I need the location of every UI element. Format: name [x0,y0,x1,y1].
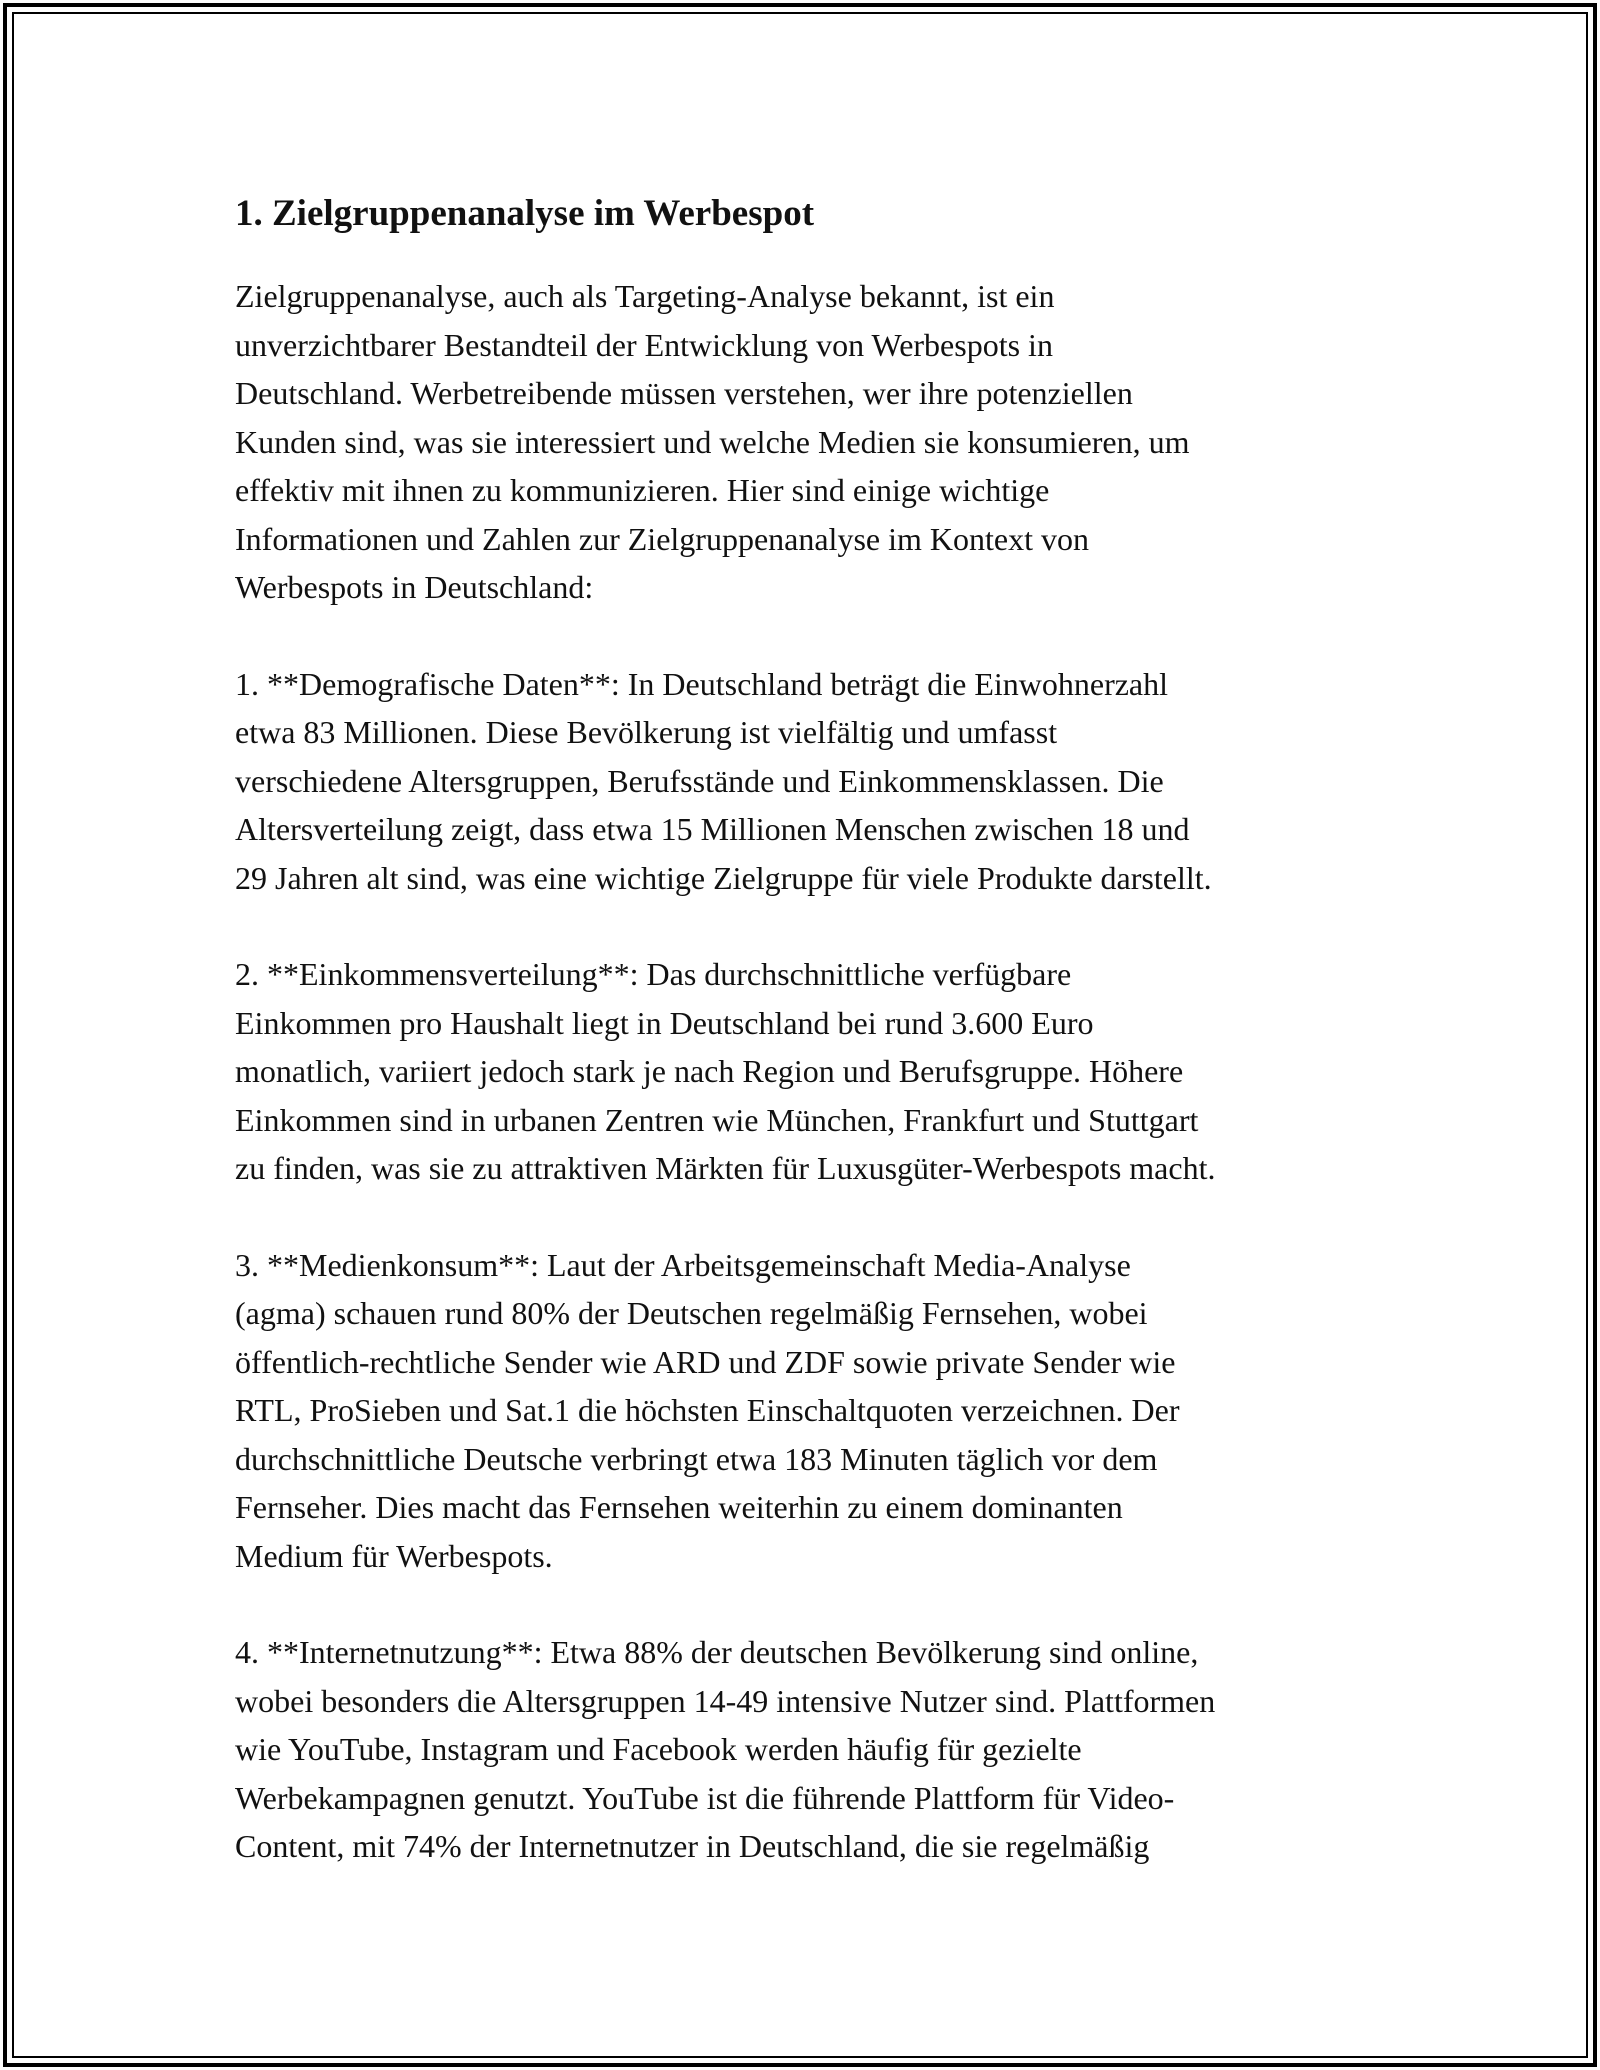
text-line: Altersverteilung zeigt, dass etwa 15 Millionen Menschen zwischen 18 und [235,811,1190,847]
document-body [235,186,1385,1919]
text-line: unverzichtbarer Bestandteil der Entwicklung von Werbespots in [235,326,1053,363]
text-line: monatlich, variiert jedoch stark je nach Region und Berufsgruppe. Höhere [235,1053,1184,1089]
text-line: durchschnittliche Deutsche verbringt etwa 183 Minuten täglich vor dem [235,1440,1158,1477]
text-line: 3. **Medienkonsum**: Laut der Arbeitsgemeinschaft Media-Analyse [235,1246,1131,1283]
text-line: (agma) schauen rund 80% der Deutschen regelmäßig Fernsehen, wobei [235,1295,1148,1331]
text-line: Werbespots in Deutschland: [235,569,594,605]
text-line: Einkommen sind in urbanen Zentren wie München, Frankfurt und Stuttgart [235,1101,1199,1138]
text-line: Informationen und Zahlen zur Zielgruppenanalyse im Kontext von [235,520,1089,557]
text-line: 29 Jahren alt sind, was eine wichtige Zielgruppe für viele Produkte darstellt. [235,859,1212,896]
intro-paragraph [235,272,1385,612]
text-line: Kunden sind, was sie interessiert und welche Medien sie konsumieren, um [235,423,1190,460]
text-line: RTL, ProSieben und Sat.1 die höchsten Einschaltquoten verzeichnen. Der [235,1392,1180,1428]
text-line: effektiv mit ihnen zu kommunizieren. Hier sind einige wichtige [235,472,1050,508]
text-line: Zielgruppenanalyse, auch als Targeting-Analyse bekannt, ist ein [235,278,1055,314]
text-line: Content, mit 74% der Internetnutzer in Deutschland, die sie regelmäßig [235,1828,1150,1864]
text-line: Medium für Werbespots. [235,1537,553,1574]
text-line: Deutschland. Werbetreibende müssen verstehen, wer ihre potenziellen [235,375,1133,411]
text-line: Einkommen pro Haushalt liegt in Deutschland bei rund 3.600 Euro [235,1004,1094,1041]
text-line: 2. **Einkommensverteilung**: Das durchschnittliche verfügbare [235,956,1072,992]
einkommensverteilung-paragraph [235,950,1385,1193]
text-line: Fernseher. Dies macht das Fernsehen weiterhin zu einem dominanten [235,1489,1123,1525]
internetnutzung-paragraph [235,1628,1385,1871]
text-line: verschiedene Altersgruppen, Berufsstände und Einkommensklassen. Die [235,762,1164,799]
text-line: wie YouTube, Instagram und Facebook werden häufig für gezielte [235,1731,1082,1767]
text-line: 4. **Internetnutzung**: Etwa 88% der deutschen Bevölkerung sind online, [235,1634,1199,1670]
text-line: wobei besonders die Altersgruppen 14-49 intensive Nutzer sind. Plattformen [235,1682,1216,1719]
text-line: zu finden, was sie zu attraktiven Märkten für Luxusgüter-Werbespots macht. [235,1150,1216,1186]
text-line: Werbekampagnen genutzt. YouTube ist die führende Plattform für Video- [235,1779,1175,1816]
medienkonsum-paragraph [235,1241,1385,1581]
section-heading: 1. Zielgruppenanalyse im Werbespot [235,193,815,234]
demografische-daten-paragraph [235,660,1385,903]
text-line: etwa 83 Millionen. Diese Bevölkerung ist vielfältig und umfasst [235,714,1058,750]
text-line: 1. **Demografische Daten**: In Deutschland beträgt die Einwohnerzahl [235,665,1169,702]
text-line: öffentlich-rechtliche Sender wie ARD und ZDF sowie private Sender wie [235,1343,1176,1380]
